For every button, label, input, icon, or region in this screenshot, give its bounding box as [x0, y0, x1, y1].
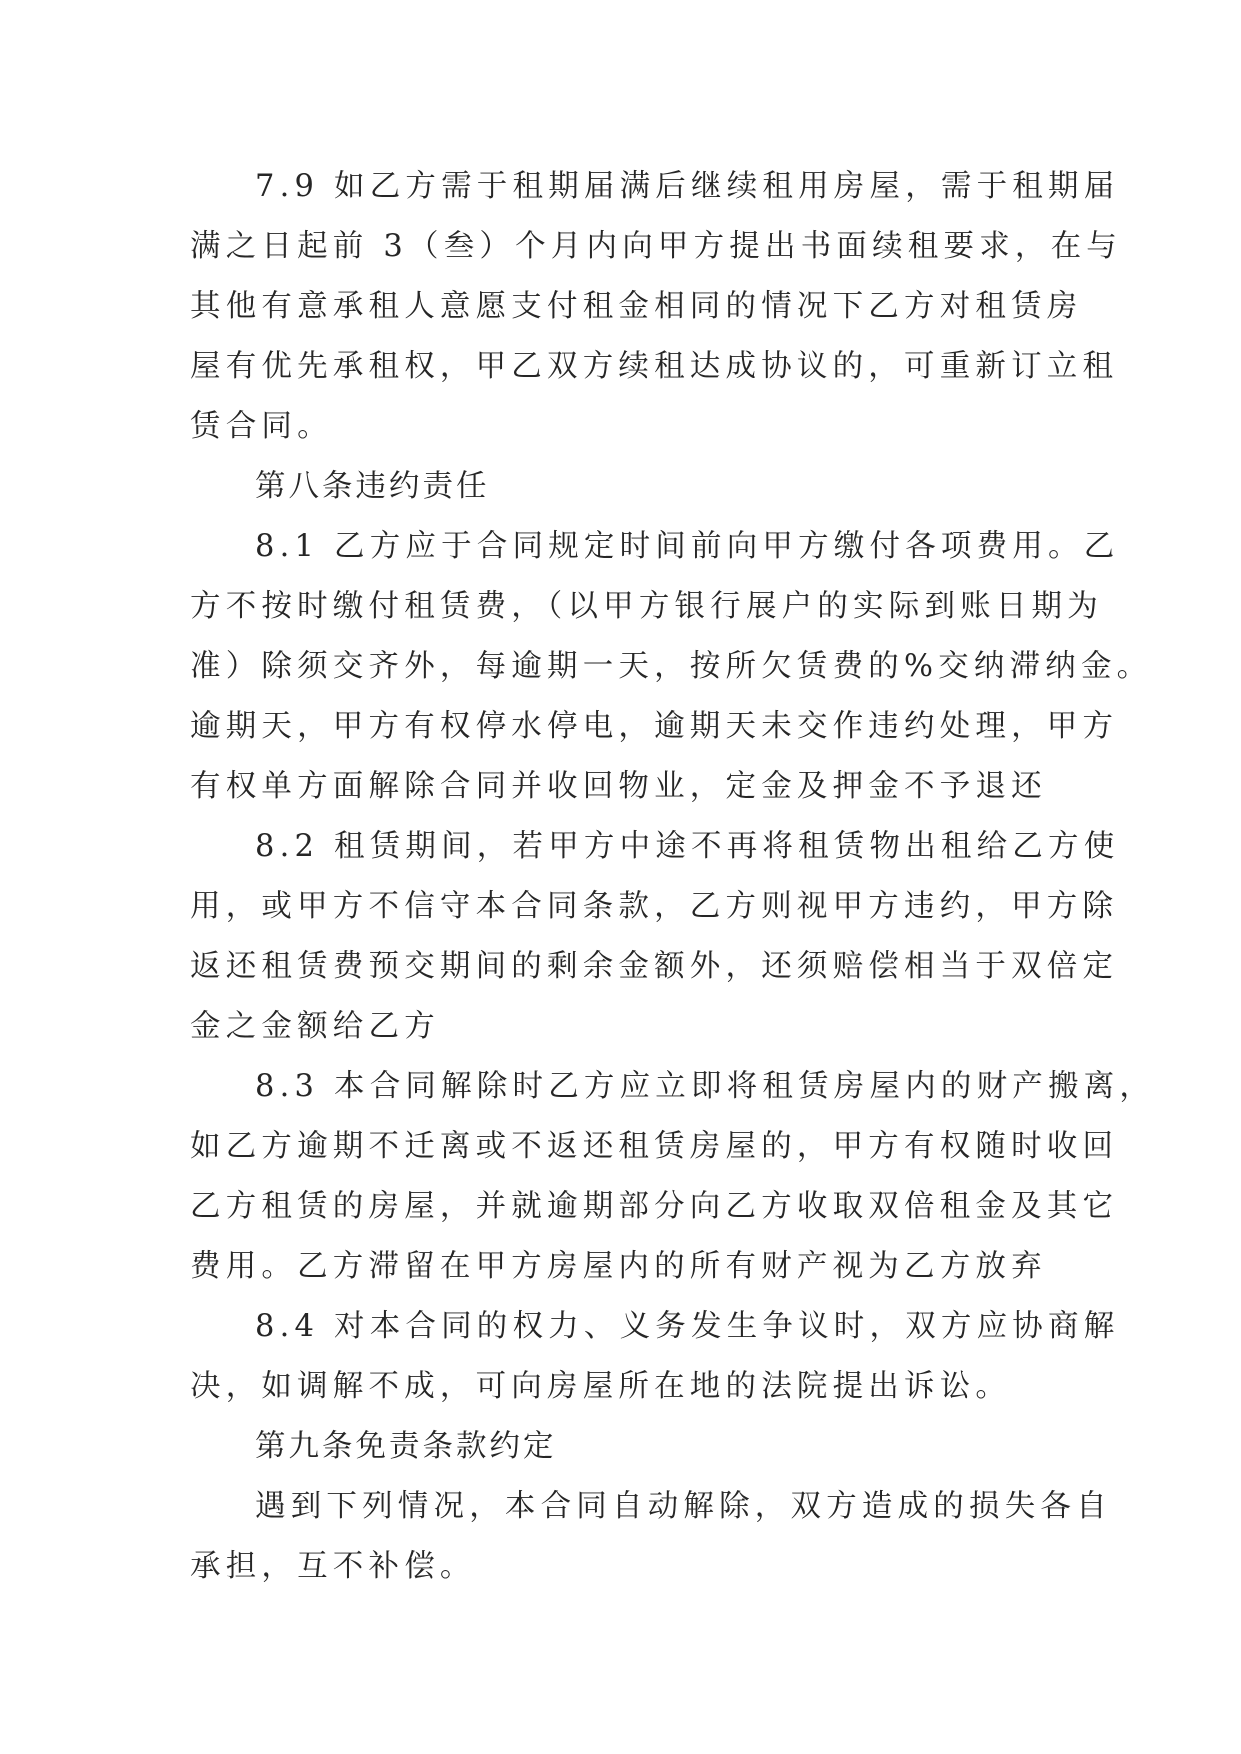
text-line-7-9-5: 赁合同。 — [190, 409, 333, 444]
text-line-7-9-3: 其他有意承租人意愿支付租金相同的情况下乙方对租赁房 — [190, 289, 1083, 324]
text-line-9-2: 承担，互不补偿。 — [190, 1549, 476, 1584]
text-line-8-2-2: 用，或甲方不信守本合同条款，乙方则视甲方违约，甲方除 — [190, 889, 1119, 924]
text-line-8-1-3: 准）除须交齐外，每逾期一天，按所欠赁费的%交纳滞纳金。 — [190, 649, 1153, 684]
text-line-8-3-3: 乙方租赁的房屋，并就逾期部分向乙方收取双倍租金及其它 — [190, 1189, 1119, 1224]
text-line-8-2-1: 8.2 租赁期间，若甲方中途不再将租赁物出租给乙方使 — [255, 829, 1120, 864]
section-heading-article-9: 第九条免责条款约定 — [255, 1429, 557, 1464]
text-line-8-1-1: 8.1 乙方应于合同规定时间前向甲方缴付各项费用。乙 — [255, 529, 1120, 564]
text-line-8-4-2: 决，如调解不成，可向房屋所在地的法院提出诉讼。 — [190, 1369, 1012, 1404]
text-line-8-3-1: 8.3 本合同解除时乙方应立即将租赁房屋内的财产搬离， — [255, 1069, 1156, 1104]
text-line-8-2-3: 返还租赁费预交期间的剩余金额外，还须赔偿相当于双倍定 — [190, 949, 1119, 984]
text-line-8-1-2: 方不按时缴付租赁费，（以甲方银行展户的实际到账日期为 — [190, 589, 1103, 624]
text-line-7-9-1: 7.9 如乙方需于租期届满后继续租用房屋，需于租期届 — [255, 169, 1120, 204]
text-line-8-1-4: 逾期天，甲方有权停水停电，逾期天未交作违约处理，甲方 — [190, 709, 1119, 744]
text-line-8-4-1: 8.4 对本合同的权力、义务发生争议时，双方应协商解 — [255, 1309, 1120, 1344]
text-line-8-1-5: 有权单方面解除合同并收回物业，定金及押金不予退还 — [190, 769, 1047, 804]
section-heading-article-8: 第八条违约责任 — [255, 469, 490, 504]
text-line-8-3-2: 如乙方逾期不迁离或不返还租赁房屋的，甲方有权随时收回 — [190, 1129, 1119, 1164]
text-line-8-3-4: 费用。乙方滞留在甲方房屋内的所有财产视为乙方放弃 — [190, 1249, 1047, 1284]
text-line-7-9-2: 满之日起前 3（叁）个月内向甲方提出书面续租要求，在与 — [190, 229, 1122, 264]
text-line-7-9-4: 屋有优先承租权，甲乙双方续租达成协议的，可重新订立租 — [190, 349, 1119, 384]
text-line-9-1: 遇到下列情况，本合同自动解除，双方造成的损失各自 — [255, 1489, 1112, 1524]
text-line-8-2-4: 金之金额给乙方 — [190, 1009, 440, 1044]
